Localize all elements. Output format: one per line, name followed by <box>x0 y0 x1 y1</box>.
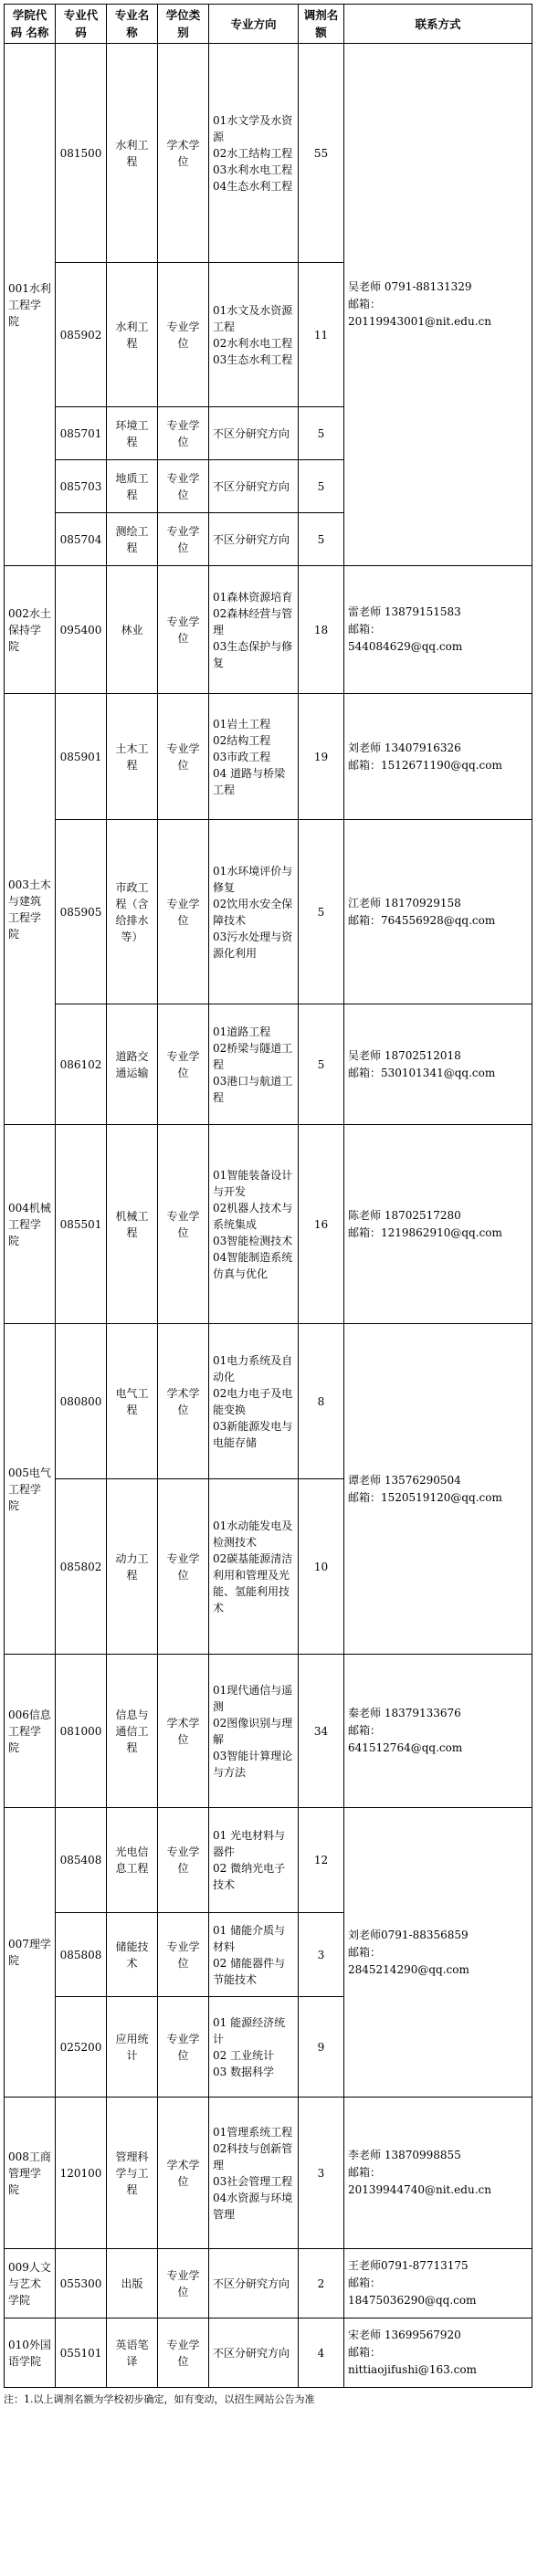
header-quota: 调剂名额 <box>299 5 344 44</box>
major-code: 081000 <box>56 1655 107 1808</box>
major-name: 动力工程 <box>107 1479 158 1655</box>
major-name: 光电信息工程 <box>107 1808 158 1913</box>
college-name: 009人文与艺术学院 <box>5 2249 56 2318</box>
table-row <box>5 2318 532 2388</box>
college-name: 010外国语学院 <box>5 2318 56 2388</box>
college-name: 001水利工程学院 <box>5 44 56 566</box>
degree-type: 学术学位 <box>158 1655 209 1808</box>
contact-info: 宋老师 13699567920 邮箱： nittiaojifushi@163.com <box>344 2318 532 2388</box>
major-name: 信息与通信工程 <box>107 1655 158 1808</box>
degree-type: 专业学位 <box>158 566 209 694</box>
degree-type: 专业学位 <box>158 820 209 1004</box>
major-direction: 01水文学及水资源 02水工结构工程 03水利水电工程 04生态水利工程 <box>209 44 299 263</box>
major-code: 055300 <box>56 2249 107 2318</box>
major-direction: 01水动能发电及检测技术 02碳基能源清洁利用和管理及光能、氢能利用技术 <box>209 1479 299 1655</box>
major-direction: 01管理系统工程 02科技与创新管理 03社会管理工程 04水资源与环境管理 <box>209 2098 299 2249</box>
quota: 18 <box>299 566 344 694</box>
degree-type: 专业学位 <box>158 460 209 513</box>
major-direction: 01电力系统及自动化 02电力电子及电能变换 03新能源发电与电能存储 <box>209 1324 299 1479</box>
contact-info: 陈老师 18702517280 邮箱：1219862910@qq.com <box>344 1125 532 1324</box>
table-row <box>5 1808 532 1913</box>
college-name: 002水土保持学院 <box>5 566 56 694</box>
major-direction: 01水环境评价与修复 02饮用水安全保障技术 03污水处理与资源化利用 <box>209 820 299 1004</box>
major-name: 管理科学与工程 <box>107 2098 158 2249</box>
degree-type: 学术学位 <box>158 2098 209 2249</box>
quota: 3 <box>299 1913 344 1997</box>
degree-type: 专业学位 <box>158 263 209 407</box>
quota: 19 <box>299 694 344 820</box>
major-direction: 不区分研究方向 <box>209 2249 299 2318</box>
college-name: 008工商管理学院 <box>5 2098 56 2249</box>
major-direction: 不区分研究方向 <box>209 2318 299 2388</box>
major-code: 080800 <box>56 1324 107 1479</box>
contact-info: 王老师0791-87713175 邮箱： 18475036290@qq.com <box>344 2249 532 2318</box>
major-code: 085901 <box>56 694 107 820</box>
quota: 10 <box>299 1479 344 1655</box>
quota: 2 <box>299 2249 344 2318</box>
major-direction: 01 储能介质与材料 02 储能器件与节能技术 <box>209 1913 299 1997</box>
college-name: 007理学院 <box>5 1808 56 2098</box>
major-direction: 01 光电材料与器件 02 微纳光电子技术 <box>209 1808 299 1913</box>
major-code: 085701 <box>56 407 107 460</box>
contact-info: 吴老师 18702512018 邮箱：530101341@qq.com <box>344 1004 532 1125</box>
college-name: 005电气工程学院 <box>5 1324 56 1655</box>
table-row <box>5 820 532 1004</box>
major-direction: 01智能装备设计与开发 02机器人技术与系统集成 03智能检测技术 04智能制造系统仿真与优化 <box>209 1125 299 1324</box>
contact-info: 刘老师 13407916326 邮箱：1512671190@qq.com <box>344 694 532 820</box>
degree-type: 专业学位 <box>158 1004 209 1125</box>
quota: 34 <box>299 1655 344 1808</box>
header-major-name: 专业名称 <box>107 5 158 44</box>
header-college: 学院代码 名称 <box>5 5 56 44</box>
major-code: 085808 <box>56 1913 107 1997</box>
contact-info: 江老师 18170929158 邮箱：764556928@qq.com <box>344 820 532 1004</box>
major-name: 水利工程 <box>107 44 158 263</box>
major-code: 085902 <box>56 263 107 407</box>
major-code: 085703 <box>56 460 107 513</box>
major-name: 道路交通运输 <box>107 1004 158 1125</box>
major-direction: 01水文及水资源工程 02水利水电工程 03生态水利工程 <box>209 263 299 407</box>
major-direction: 01道路工程 02桥梁与隧道工程 03港口与航道工程 <box>209 1004 299 1125</box>
table-row <box>5 2098 532 2249</box>
major-direction: 不区分研究方向 <box>209 460 299 513</box>
contact-info: 秦老师 18379133676 邮箱： 641512764@qq.com <box>344 1655 532 1808</box>
degree-type: 专业学位 <box>158 1479 209 1655</box>
major-name: 应用统计 <box>107 1997 158 2098</box>
table-row <box>5 1324 532 1479</box>
quota: 5 <box>299 820 344 1004</box>
contact-info: 雷老师 13879151583 邮箱： 544084629@qq.com <box>344 566 532 694</box>
header-degree: 学位类别 <box>158 5 209 44</box>
adjustment-table <box>4 4 532 2388</box>
major-code: 095400 <box>56 566 107 694</box>
header-row <box>5 5 532 44</box>
major-name: 出版 <box>107 2249 158 2318</box>
major-code: 120100 <box>56 2098 107 2249</box>
major-name: 林业 <box>107 566 158 694</box>
college-name: 004机械工程学院 <box>5 1125 56 1324</box>
degree-type: 学术学位 <box>158 1324 209 1479</box>
major-name: 英语笔译 <box>107 2318 158 2388</box>
major-code: 085704 <box>56 513 107 566</box>
table-row <box>5 566 532 694</box>
contact-info: 谭老师 13576290504 邮箱：1520519120@qq.com <box>344 1324 532 1655</box>
table-row <box>5 1004 532 1125</box>
degree-type: 专业学位 <box>158 694 209 820</box>
table-row <box>5 1125 532 1324</box>
college-name: 006信息工程学院 <box>5 1655 56 1808</box>
header-direction: 专业方向 <box>209 5 299 44</box>
quota: 3 <box>299 2098 344 2249</box>
table-row <box>5 1655 532 1808</box>
major-name: 市政工程（含给排水等） <box>107 820 158 1004</box>
major-direction: 01 能源经济统计 02 工业统计 03 数据科学 <box>209 1997 299 2098</box>
quota: 55 <box>299 44 344 263</box>
major-name: 地质工程 <box>107 460 158 513</box>
quota: 12 <box>299 1808 344 1913</box>
major-direction: 01森林资源培育 02森林经营与管理 03生态保护与修复 <box>209 566 299 694</box>
table-row <box>5 2249 532 2318</box>
degree-type: 专业学位 <box>158 1913 209 1997</box>
major-direction: 01现代通信与遥测 02图像识别与理解 03智能计算理论与方法 <box>209 1655 299 1808</box>
major-name: 机械工程 <box>107 1125 158 1324</box>
degree-type: 专业学位 <box>158 2318 209 2388</box>
major-name: 测绘工程 <box>107 513 158 566</box>
degree-type: 专业学位 <box>158 1808 209 1913</box>
quota: 5 <box>299 407 344 460</box>
quota: 5 <box>299 460 344 513</box>
degree-type: 专业学位 <box>158 513 209 566</box>
degree-type: 学术学位 <box>158 44 209 263</box>
major-direction: 不区分研究方向 <box>209 513 299 566</box>
major-direction: 不区分研究方向 <box>209 407 299 460</box>
degree-type: 专业学位 <box>158 2249 209 2318</box>
contact-info: 李老师 13870998855 邮箱： 20139944740@nit.edu.cn <box>344 2098 532 2249</box>
quota: 5 <box>299 513 344 566</box>
quota: 4 <box>299 2318 344 2388</box>
quota: 8 <box>299 1324 344 1479</box>
major-code: 055101 <box>56 2318 107 2388</box>
header-major-code: 专业代码 <box>56 5 107 44</box>
major-name: 储能技术 <box>107 1913 158 1997</box>
major-code: 085501 <box>56 1125 107 1324</box>
header-contact: 联系方式 <box>344 5 532 44</box>
footnote: 注：1.以上调剂名额为学校初步确定，如有变动，以招生网站公告为准 <box>4 2393 315 2405</box>
table-row <box>5 44 532 263</box>
college-name: 003土木与建筑工程学院 <box>5 694 56 1125</box>
degree-type: 专业学位 <box>158 1997 209 2098</box>
major-direction: 01岩土工程 02结构工程 03市政工程 04 道路与桥梁工程 <box>209 694 299 820</box>
quota: 9 <box>299 1997 344 2098</box>
table-row <box>5 694 532 820</box>
major-code: 086102 <box>56 1004 107 1125</box>
major-code: 085802 <box>56 1479 107 1655</box>
degree-type: 专业学位 <box>158 1125 209 1324</box>
major-code: 085408 <box>56 1808 107 1913</box>
major-code: 081500 <box>56 44 107 263</box>
major-name: 环境工程 <box>107 407 158 460</box>
major-code: 085905 <box>56 820 107 1004</box>
major-name: 水利工程 <box>107 263 158 407</box>
quota: 11 <box>299 263 344 407</box>
contact-info: 吴老师 0791-88131329 邮箱： 20119943001@nit.edu.cn <box>344 44 532 566</box>
major-code: 025200 <box>56 1997 107 2098</box>
major-name: 土木工程 <box>107 694 158 820</box>
quota: 16 <box>299 1125 344 1324</box>
contact-info: 刘老师0791-88356859 邮箱： 2845214290@qq.com <box>344 1808 532 2098</box>
major-name: 电气工程 <box>107 1324 158 1479</box>
quota: 5 <box>299 1004 344 1125</box>
degree-type: 专业学位 <box>158 407 209 460</box>
